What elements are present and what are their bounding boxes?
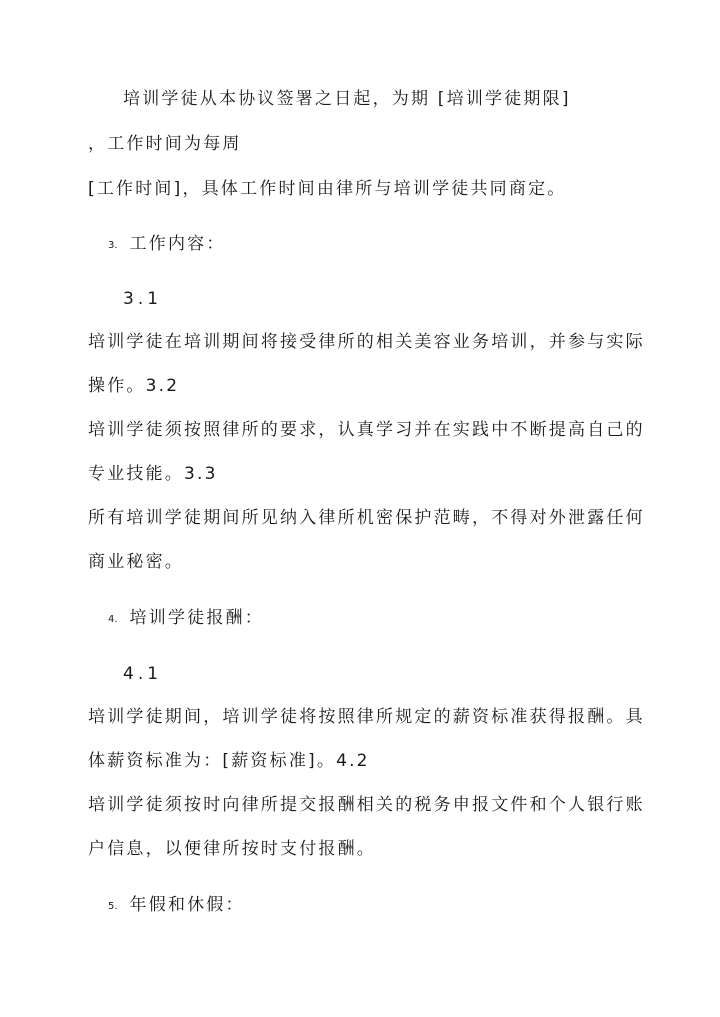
section-title: 年假和休假： [129,895,245,915]
paragraph-line: 操作。3.2 [88,376,180,396]
paragraph-line: [工作时间]，具体工作时间由律所与培训学徒共同商定。 [88,179,567,199]
paragraph-line: 培训学徒须按时向律所提交报酬相关的税务申报文件和个人银行账 [88,795,645,815]
section-title: 工作内容： [129,234,226,254]
paragraph-line: 培训学徒期间，培训学徒将按照律所规定的薪资标准获得报酬。具 [88,707,645,727]
section-heading-4 [108,607,264,631]
paragraph-line: 商业秘密。 [88,552,184,572]
paragraph-line: 培训学徒从本协议签署之日起，为期 [培训学徒期限] [123,89,571,109]
paragraph-line: 体薪资标准为：[薪资标准]。4.2 [88,751,370,771]
section-number: 4. [108,614,118,625]
section-heading-3 [108,233,226,257]
section-number: 5. [108,901,118,912]
paragraph-line: 培训学徒在培训期间将接受律所的相关美容业务培训，并参与实际 [88,332,645,352]
paragraph-line: 专业技能。3.3 [88,464,218,484]
section-heading-5 [108,894,245,918]
paragraph-line: ，工作时间为每周 [88,134,242,154]
subsection-number: 4.1 [123,664,163,684]
paragraph-line: 所有培训学徒期间所见纳入律所机密保护范畴，不得对外泄露任何 [88,508,645,528]
subsection-number: 3.1 [123,289,163,309]
paragraph-line: 户信息，以便律所按时支付报酬。 [88,839,376,859]
paragraph-line: 培训学徒须按照律所的要求，认真学习并在实践中不断提高自己的 [88,420,645,440]
section-number: 3. [108,240,118,251]
section-title: 培训学徒报酬： [129,608,264,628]
